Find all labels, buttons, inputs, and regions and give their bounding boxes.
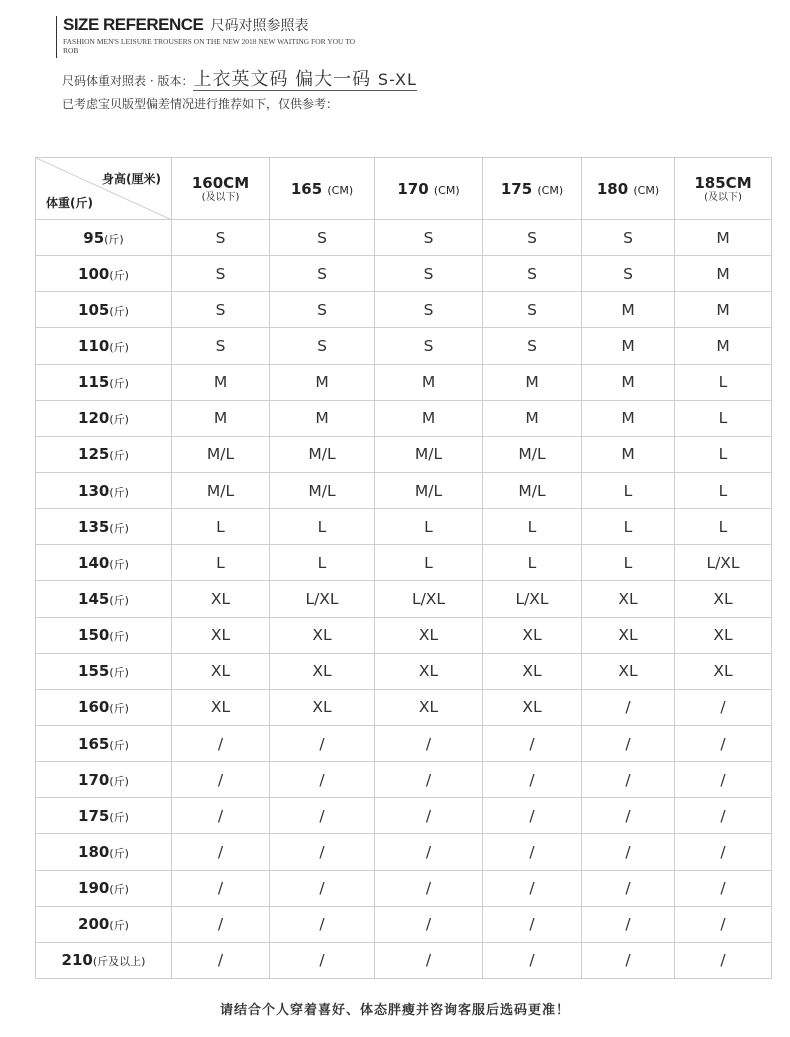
size-cell: L bbox=[172, 545, 270, 581]
height-unit: (CM) bbox=[433, 183, 460, 197]
size-cell: / bbox=[582, 870, 675, 906]
size-cell: L bbox=[675, 400, 772, 436]
weight-unit: (斤) bbox=[109, 521, 129, 535]
version-label: 尺码体重对照表 · 版本： bbox=[62, 74, 194, 88]
size-cell: M bbox=[483, 364, 582, 400]
size-cell: S bbox=[172, 328, 270, 364]
footer-note: 请结合个人穿着喜好、体态胖瘦并咨询客服后选码更准！ bbox=[219, 1003, 570, 1018]
size-cell: / bbox=[375, 942, 483, 978]
size-cell: / bbox=[483, 906, 582, 942]
size-cell: / bbox=[172, 798, 270, 834]
weight-cell bbox=[36, 400, 172, 436]
size-cell: S bbox=[270, 220, 375, 256]
height-column-header bbox=[270, 158, 375, 220]
size-cell: M/L bbox=[172, 472, 270, 508]
weight-value: 150 bbox=[78, 626, 110, 645]
weight-value: 140 bbox=[78, 553, 110, 572]
table-row bbox=[36, 798, 772, 834]
size-cell: M bbox=[675, 220, 772, 256]
height-value: 160CM bbox=[191, 173, 250, 192]
weight-value: 200 bbox=[78, 915, 110, 934]
weight-cell bbox=[36, 220, 172, 256]
table-row bbox=[36, 689, 772, 725]
size-cell: M bbox=[582, 292, 675, 328]
size-cell: / bbox=[172, 906, 270, 942]
weight-value: 100 bbox=[78, 264, 110, 283]
weight-unit: (斤) bbox=[109, 413, 129, 427]
size-cell: S bbox=[172, 256, 270, 292]
size-cell: / bbox=[375, 762, 483, 798]
size-cell: L bbox=[675, 472, 772, 508]
size-cell: / bbox=[675, 798, 772, 834]
size-cell: M bbox=[582, 328, 675, 364]
weight-cell bbox=[36, 834, 172, 870]
size-cell: S bbox=[172, 220, 270, 256]
size-cell: L bbox=[675, 509, 772, 545]
size-cell: L bbox=[582, 472, 675, 508]
title-line bbox=[63, 16, 363, 35]
weight-value: 105 bbox=[78, 300, 110, 319]
height-qualifier: (及以下) bbox=[201, 191, 240, 203]
height-value: 185CM bbox=[694, 173, 752, 192]
size-cell: XL bbox=[483, 653, 582, 689]
weight-unit: (斤) bbox=[109, 593, 129, 607]
version-value bbox=[193, 69, 416, 91]
height-unit: (CM) bbox=[633, 183, 660, 197]
weight-unit: (斤) bbox=[109, 702, 129, 716]
size-cell: / bbox=[483, 762, 582, 798]
size-cell: XL bbox=[582, 653, 675, 689]
weight-value: 175 bbox=[78, 806, 110, 825]
size-cell: / bbox=[483, 942, 582, 978]
table-row bbox=[36, 364, 772, 400]
size-cell: / bbox=[483, 725, 582, 761]
size-cell: M bbox=[172, 400, 270, 436]
size-cell: M/L bbox=[483, 472, 582, 508]
weight-value: 180 bbox=[78, 842, 110, 861]
weight-unit: (斤) bbox=[109, 304, 129, 318]
size-cell: L bbox=[375, 509, 483, 545]
size-cell: L bbox=[172, 509, 270, 545]
height-column-header bbox=[483, 158, 582, 220]
size-cell: / bbox=[675, 942, 772, 978]
weight-cell bbox=[36, 725, 172, 761]
version-value-cn: 上衣英文码 偏大一码 bbox=[193, 69, 372, 90]
size-cell: / bbox=[270, 725, 375, 761]
weight-cell bbox=[36, 653, 172, 689]
weight-unit: (斤) bbox=[109, 630, 129, 644]
size-cell: S bbox=[483, 256, 582, 292]
size-cell: M/L bbox=[270, 472, 375, 508]
size-cell: XL bbox=[172, 617, 270, 653]
weight-cell bbox=[36, 436, 172, 472]
weight-cell bbox=[36, 617, 172, 653]
subtitle: FASHION MEN'S LEISURE TROUSERS ON THE NEW 2018 NEW WAITING FOR YOU TO ROB bbox=[63, 37, 356, 55]
corner-height-label: 身高(厘米) bbox=[102, 172, 161, 186]
weight-value: 145 bbox=[78, 589, 110, 608]
size-cell: XL bbox=[270, 653, 375, 689]
table-body bbox=[36, 220, 772, 979]
size-cell: M bbox=[582, 436, 675, 472]
size-cell: M bbox=[582, 400, 675, 436]
weight-unit: (斤) bbox=[109, 485, 129, 499]
size-cell: / bbox=[375, 870, 483, 906]
size-cell: / bbox=[675, 725, 772, 761]
size-cell: L bbox=[582, 509, 675, 545]
size-cell: L bbox=[675, 364, 772, 400]
table-row bbox=[36, 617, 772, 653]
weight-unit: (斤) bbox=[109, 883, 129, 897]
weight-value: 95 bbox=[83, 228, 105, 247]
height-value: 165 bbox=[290, 179, 323, 198]
size-cell: S bbox=[270, 328, 375, 364]
size-cell: / bbox=[675, 906, 772, 942]
table-row bbox=[36, 436, 772, 472]
size-cell: XL bbox=[483, 617, 582, 653]
weight-unit: (斤) bbox=[109, 557, 129, 571]
size-cell: L/XL bbox=[675, 545, 772, 581]
size-cell: L bbox=[483, 509, 582, 545]
size-cell: / bbox=[270, 870, 375, 906]
size-cell: XL bbox=[270, 689, 375, 725]
size-cell: / bbox=[172, 762, 270, 798]
size-cell: XL bbox=[582, 617, 675, 653]
corner-weight-label: 体重(斤) bbox=[46, 196, 93, 210]
weight-value: 155 bbox=[78, 662, 110, 681]
header bbox=[56, 16, 363, 58]
table-row bbox=[36, 328, 772, 364]
weight-unit: (斤) bbox=[104, 232, 124, 246]
weight-unit: (斤) bbox=[109, 377, 129, 391]
size-cell: M bbox=[375, 400, 483, 436]
size-cell: S bbox=[483, 220, 582, 256]
weight-cell bbox=[36, 870, 172, 906]
table-row bbox=[36, 472, 772, 508]
size-cell: / bbox=[172, 870, 270, 906]
size-cell: L bbox=[675, 436, 772, 472]
size-cell: XL bbox=[675, 617, 772, 653]
size-cell: / bbox=[270, 906, 375, 942]
weight-unit: (斤) bbox=[109, 268, 129, 282]
height-column-header bbox=[172, 158, 270, 220]
weight-value: 165 bbox=[78, 734, 110, 753]
size-cell: L bbox=[270, 509, 375, 545]
size-cell: M bbox=[675, 256, 772, 292]
size-cell: / bbox=[582, 725, 675, 761]
size-cell: S bbox=[172, 292, 270, 328]
table-row bbox=[36, 545, 772, 581]
size-cell: / bbox=[270, 942, 375, 978]
weight-value: 190 bbox=[78, 879, 110, 898]
size-cell: L bbox=[375, 545, 483, 581]
size-cell: XL bbox=[582, 581, 675, 617]
weight-value: 135 bbox=[78, 517, 110, 536]
version-line bbox=[62, 65, 417, 91]
height-value: 180 bbox=[596, 179, 629, 198]
size-cell: / bbox=[582, 942, 675, 978]
size-cell: / bbox=[270, 798, 375, 834]
size-cell: / bbox=[375, 725, 483, 761]
size-cell: / bbox=[375, 906, 483, 942]
size-cell: M bbox=[675, 292, 772, 328]
height-column-header bbox=[375, 158, 483, 220]
table-row bbox=[36, 725, 772, 761]
size-cell: / bbox=[172, 834, 270, 870]
size-cell: M bbox=[375, 364, 483, 400]
weight-cell bbox=[36, 798, 172, 834]
size-cell: L/XL bbox=[375, 581, 483, 617]
size-cell: / bbox=[582, 834, 675, 870]
table-row bbox=[36, 581, 772, 617]
height-unit: (CM) bbox=[537, 183, 564, 197]
weight-cell bbox=[36, 906, 172, 942]
size-cell: S bbox=[270, 256, 375, 292]
weight-value: 170 bbox=[78, 770, 110, 789]
size-cell: / bbox=[675, 870, 772, 906]
size-cell: S bbox=[483, 292, 582, 328]
weight-value: 125 bbox=[78, 445, 110, 464]
table-row bbox=[36, 509, 772, 545]
size-cell: M/L bbox=[270, 436, 375, 472]
table-row bbox=[36, 400, 772, 436]
size-cell: M bbox=[582, 364, 675, 400]
table-row bbox=[36, 942, 772, 978]
size-cell: / bbox=[375, 834, 483, 870]
size-cell: XL bbox=[375, 689, 483, 725]
size-cell: / bbox=[582, 798, 675, 834]
size-cell: / bbox=[483, 798, 582, 834]
size-cell: XL bbox=[375, 617, 483, 653]
size-cell: XL bbox=[172, 653, 270, 689]
weight-value: 120 bbox=[78, 409, 110, 428]
weight-value: 115 bbox=[78, 373, 110, 392]
height-column-header bbox=[582, 158, 675, 220]
size-cell: / bbox=[172, 942, 270, 978]
weight-unit: (斤) bbox=[109, 449, 129, 463]
size-cell: XL bbox=[675, 581, 772, 617]
size-cell: XL bbox=[172, 581, 270, 617]
size-cell: S bbox=[375, 328, 483, 364]
weight-unit: (斤) bbox=[109, 738, 129, 752]
height-value: 170 bbox=[397, 179, 429, 198]
size-cell: S bbox=[375, 220, 483, 256]
size-cell: S bbox=[375, 292, 483, 328]
size-cell: / bbox=[270, 762, 375, 798]
table-row bbox=[36, 220, 772, 256]
size-cell: M bbox=[483, 400, 582, 436]
size-cell: M/L bbox=[375, 472, 483, 508]
size-cell: L bbox=[270, 545, 375, 581]
size-cell: / bbox=[675, 762, 772, 798]
size-cell: L bbox=[582, 545, 675, 581]
size-cell: S bbox=[582, 220, 675, 256]
table-row bbox=[36, 762, 772, 798]
weight-value: 110 bbox=[78, 336, 110, 355]
size-cell: L bbox=[483, 545, 582, 581]
weight-value: 160 bbox=[78, 698, 110, 717]
table-row bbox=[36, 256, 772, 292]
table-row bbox=[36, 834, 772, 870]
size-cell: / bbox=[675, 689, 772, 725]
weight-cell bbox=[36, 762, 172, 798]
size-table bbox=[35, 157, 772, 979]
title-en: SIZE REFERENCE bbox=[63, 15, 204, 34]
table-row bbox=[36, 653, 772, 689]
size-cell: S bbox=[582, 256, 675, 292]
recommendation-note: 已考虑宝贝版型偏差情况进行推荐如下，仅供参考： bbox=[62, 97, 339, 111]
weight-cell bbox=[36, 256, 172, 292]
height-qualifier: (及以下) bbox=[704, 191, 742, 203]
size-cell: / bbox=[582, 689, 675, 725]
size-cell: M/L bbox=[172, 436, 270, 472]
size-cell: XL bbox=[375, 653, 483, 689]
size-cell: L/XL bbox=[483, 581, 582, 617]
weight-cell bbox=[36, 328, 172, 364]
weight-unit: (斤) bbox=[109, 919, 129, 933]
weight-unit: (斤) bbox=[109, 666, 129, 680]
size-cell: S bbox=[375, 256, 483, 292]
weight-unit: (斤) bbox=[109, 774, 129, 788]
table-row bbox=[36, 870, 772, 906]
weight-cell bbox=[36, 581, 172, 617]
weight-unit: (斤及以上) bbox=[92, 955, 146, 969]
weight-cell bbox=[36, 545, 172, 581]
header-row bbox=[36, 158, 772, 220]
weight-value: 130 bbox=[78, 481, 110, 500]
weight-cell bbox=[36, 364, 172, 400]
height-column-header bbox=[675, 158, 772, 220]
size-cell: XL bbox=[483, 689, 582, 725]
table-row bbox=[36, 292, 772, 328]
size-cell: / bbox=[675, 834, 772, 870]
size-cell: M bbox=[172, 364, 270, 400]
size-cell: XL bbox=[172, 689, 270, 725]
corner-cell bbox=[36, 158, 172, 220]
height-value: 175 bbox=[500, 179, 533, 198]
size-cell: M/L bbox=[483, 436, 582, 472]
version-value-range: S-XL bbox=[377, 70, 417, 89]
size-cell: / bbox=[375, 798, 483, 834]
size-cell: / bbox=[270, 834, 375, 870]
size-cell: L/XL bbox=[270, 581, 375, 617]
size-cell: XL bbox=[675, 653, 772, 689]
size-cell: / bbox=[172, 725, 270, 761]
size-cell: / bbox=[582, 906, 675, 942]
size-cell: S bbox=[270, 292, 375, 328]
weight-value: 210 bbox=[61, 951, 93, 970]
size-cell: M bbox=[270, 400, 375, 436]
weight-cell bbox=[36, 292, 172, 328]
table-row bbox=[36, 906, 772, 942]
weight-cell bbox=[36, 689, 172, 725]
title-cn: 尺码对照参照表 bbox=[210, 18, 309, 34]
size-cell: S bbox=[483, 328, 582, 364]
size-cell: M bbox=[675, 328, 772, 364]
weight-cell bbox=[36, 472, 172, 508]
weight-unit: (斤) bbox=[109, 846, 129, 860]
weight-unit: (斤) bbox=[109, 340, 129, 354]
weight-unit: (斤) bbox=[109, 810, 129, 824]
weight-cell bbox=[36, 942, 172, 978]
size-cell: M/L bbox=[375, 436, 483, 472]
weight-cell bbox=[36, 509, 172, 545]
size-cell: M bbox=[270, 364, 375, 400]
size-cell: / bbox=[483, 834, 582, 870]
size-cell: XL bbox=[270, 617, 375, 653]
height-unit: (CM) bbox=[327, 183, 354, 197]
size-cell: / bbox=[582, 762, 675, 798]
size-cell: / bbox=[483, 870, 582, 906]
